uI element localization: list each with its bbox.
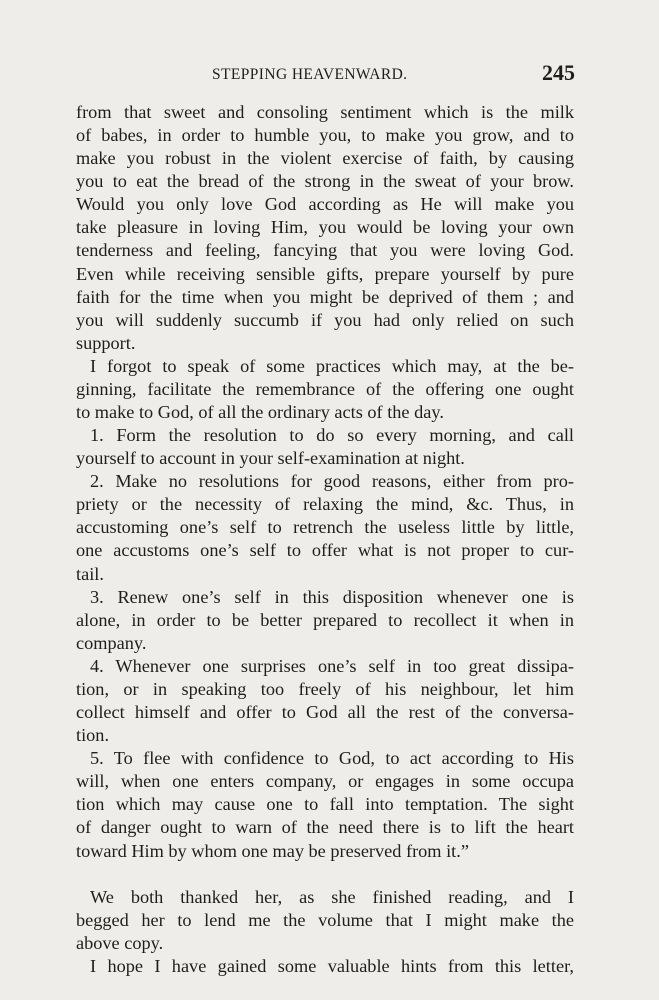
text-line: 5. To flee with confidence to God, to act according to His bbox=[90, 748, 574, 769]
text-line: tion which may cause one to fall into temptation. The sight bbox=[76, 794, 574, 815]
text-line: will, when one enters company, or engages in some occupa bbox=[76, 771, 574, 792]
text-line: tion, or in speaking too freely of his neighbour, let him bbox=[76, 678, 574, 699]
running-head bbox=[76, 60, 576, 92]
text-line: ginning, facilitate the remembrance of the offering one ought bbox=[76, 378, 574, 399]
text-line: you to eat the bread of the strong in the sweat of your brow. bbox=[76, 171, 574, 192]
text-line: you will suddenly succumb if you had only relied on such bbox=[76, 309, 574, 330]
text-line: take pleasure in loving Him, you would be loving your own bbox=[76, 217, 574, 238]
text-line: I hope I have gained some valuable hints from this letter, bbox=[90, 955, 574, 976]
text-line: of danger ought to warn of the need there is to lift the heart bbox=[76, 817, 574, 838]
text-line: I forgot to speak of some practices which may, at the be- bbox=[90, 355, 574, 376]
text-line: one accustoms one’s self to offer what is not proper to cur- bbox=[76, 540, 574, 561]
text-line: 2. Make no resolutions for good reasons, either from pro- bbox=[90, 471, 574, 492]
text-line: collect himself and offer to God all the rest of the conversa- bbox=[76, 702, 574, 723]
text-line: to make to God, of all the ordinary acts of the day. bbox=[76, 402, 444, 423]
text-line: tenderness and feeling, fancying that you were loving God. bbox=[76, 240, 574, 261]
text-line: 4. Whenever one surprises one’s self in too great dissipa- bbox=[90, 655, 574, 676]
text-line: priety or the necessity of relaxing the mind, &c. Thus, in bbox=[76, 494, 574, 515]
text-line: alone, in order to be better prepared to recollect it when in bbox=[76, 609, 574, 630]
text-line: We both thanked her, as she finished reading, and I bbox=[90, 886, 574, 907]
text-line: accustoming one’s self to retrench the useless little by little, bbox=[76, 517, 574, 538]
text-line: Would you only love God according as He will make you bbox=[76, 194, 574, 215]
text-line: faith for the time when you might be deprived of them ; and bbox=[76, 286, 574, 307]
text-line: Even while receiving sensible gifts, prepare yourself by pure bbox=[76, 263, 574, 284]
text-line: tail. bbox=[76, 563, 104, 584]
page-number: 245 bbox=[542, 60, 575, 85]
text-line: yourself to account in your self-examination at night. bbox=[76, 448, 465, 469]
section-break bbox=[76, 863, 574, 886]
text-line: 3. Renew one’s self in this disposition whenever one is bbox=[90, 586, 574, 607]
text-line: support. bbox=[76, 332, 136, 353]
body-text bbox=[76, 101, 574, 978]
text-line: above copy. bbox=[76, 932, 164, 953]
text-line: tion. bbox=[76, 725, 110, 746]
text-line: of babes, in order to humble you, to make you grow, and to bbox=[76, 125, 574, 146]
text-line: from that sweet and consoling sentiment which is the milk bbox=[76, 102, 574, 122]
text-line: 1. Form the resolution to do so every morning, and call bbox=[90, 425, 574, 446]
text-line: make you robust in the violent exercise of faith, by causing bbox=[76, 148, 574, 169]
text-line: company. bbox=[76, 632, 147, 653]
running-title: STEPPING HEAVENWARD. bbox=[212, 66, 408, 83]
text-line: begged her to lend me the volume that I might make the bbox=[76, 909, 574, 930]
text-line: toward Him by whom one may be preserved from it.” bbox=[76, 840, 469, 861]
